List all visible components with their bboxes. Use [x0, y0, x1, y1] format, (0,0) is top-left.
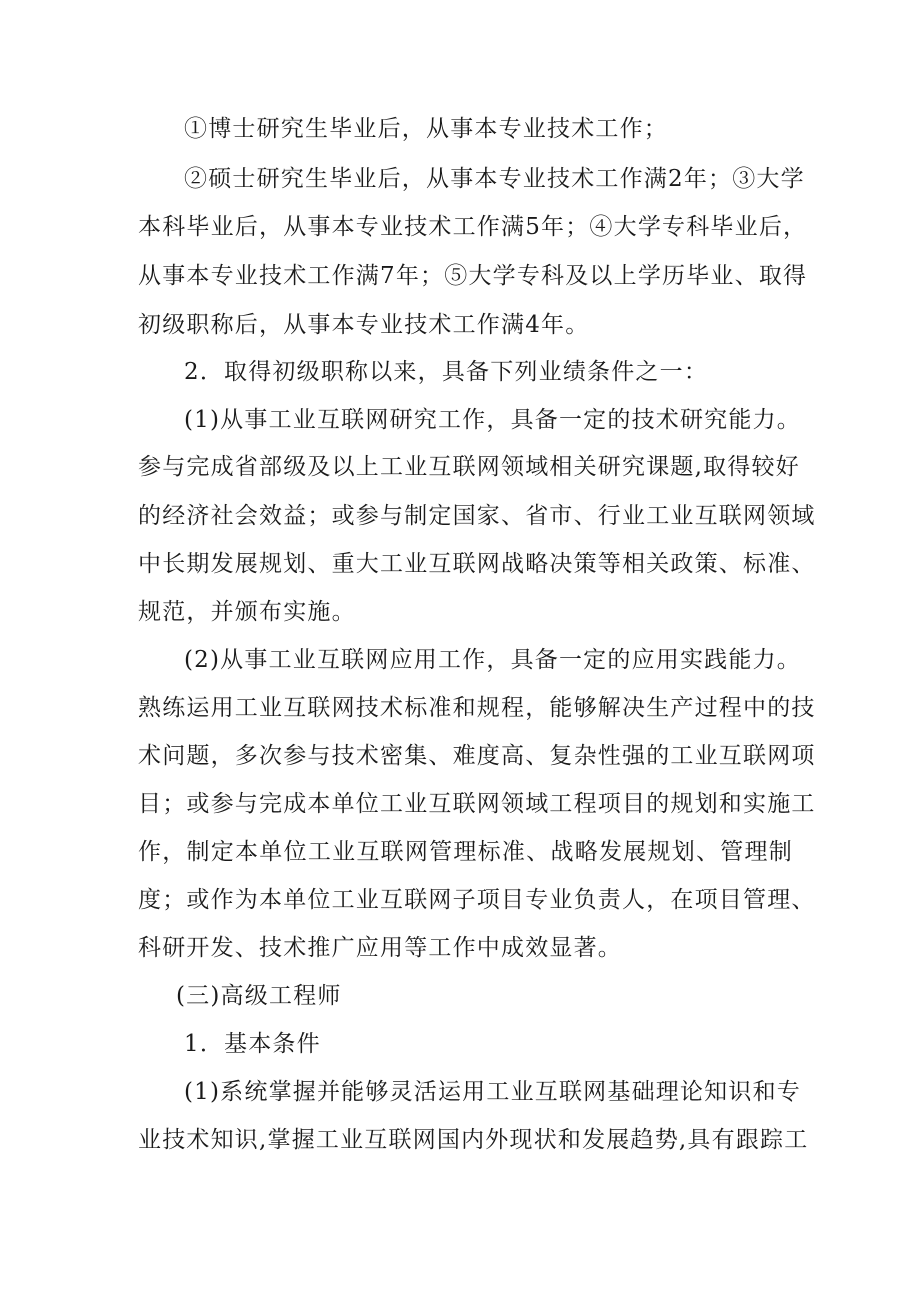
paragraph-line: ②硕士研究生毕业后，从事本专业技术工作满2年；③大学: [184, 166, 805, 192]
paragraph-line: 业技术知识,掌握工业互联网国内外现状和发展趋势,具有跟踪工: [138, 1127, 809, 1153]
section-heading: (三)高级工程师: [176, 983, 342, 1009]
paragraph-line: 参与完成省部级及以上工业互联网领域相关研究课题,取得较好: [138, 454, 800, 480]
paragraph-line: (2)从事工业互联网应用工作，具备一定的应用实践能力。: [184, 647, 801, 673]
paragraph-line: (1)系统掌握并能够灵活运用工业互联网基础理论知识和专: [184, 1079, 801, 1105]
paragraph-line: 的经济社会效益；或参与制定国家、省市、行业工业互联网领域: [138, 503, 816, 529]
paragraph-line: 中长期发展规划、重大工业互联网战略决策等相关政策、标准、: [138, 551, 816, 577]
paragraph-line: (1)从事工业互联网研究工作，具备一定的技术研究能力。: [184, 407, 801, 433]
paragraph-line: 作，制定本单位工业互联网管理标准、战略发展规划、管理制: [138, 839, 793, 865]
paragraph-line: 科研开发、技术推广应用等工作中成效显著。: [138, 935, 622, 961]
paragraph-line: 本科毕业后，从事本专业技术工作满5年；④大学专科毕业后，: [138, 214, 808, 240]
paragraph-line: 术问题，多次参与技术密集、难度高、复杂性强的工业互联网项: [138, 743, 816, 769]
subsection-heading: 1．基本条件: [184, 1031, 321, 1057]
paragraph-line: 从事本专业技术工作满7年；⑤大学专科及以上学历毕业、取得: [138, 263, 808, 289]
paragraph-line: 目；或参与完成本单位工业互联网领域工程项目的规划和实施工: [138, 791, 816, 817]
paragraph-line: ①博士研究生毕业后，从事本专业技术工作；: [184, 116, 668, 142]
paragraph-line: 初级职称后，从事本专业技术工作满4年。: [138, 312, 590, 338]
paragraph-line: 规范，并颁布实施。: [138, 599, 356, 625]
paragraph-line: 熟练运用工业互联网技术标准和规程，能够解决生产过程中的技: [138, 695, 816, 721]
paragraph-line: 2．取得初级职称以来，具备下列业绩条件之一：: [184, 359, 709, 385]
paragraph-line: 度；或作为本单位工业互联网子项目专业负责人，在项目管理、: [138, 887, 816, 913]
